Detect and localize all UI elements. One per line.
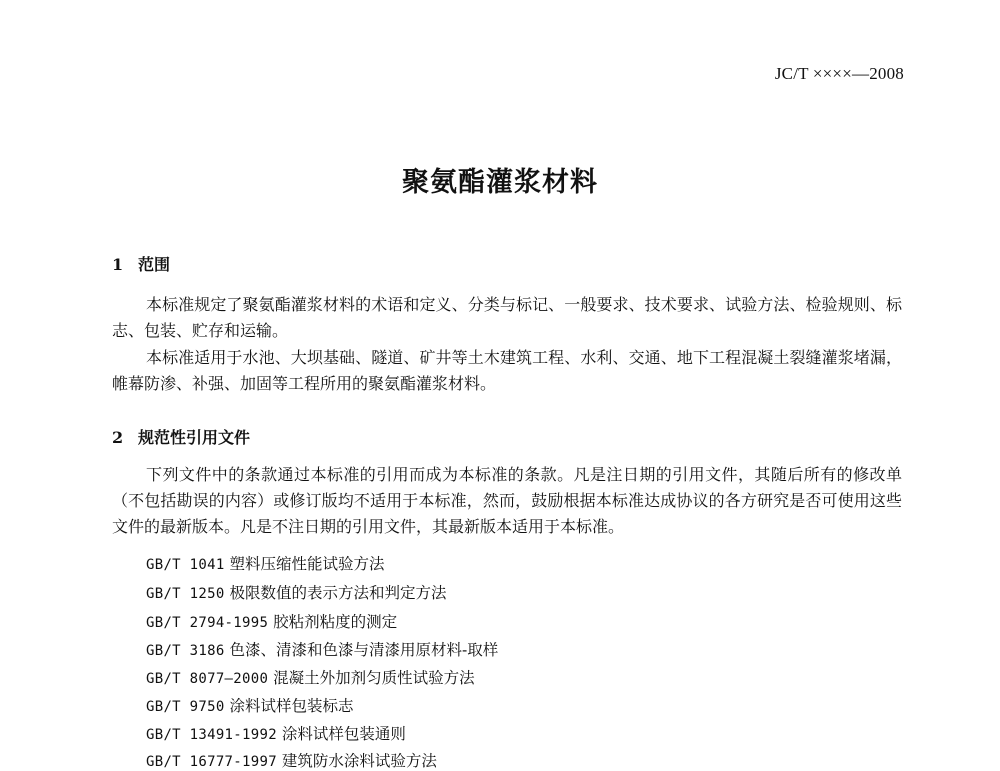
- reference-code: GB/T 2794-1995: [146, 615, 269, 631]
- reference-code: GB/T 8077—2000: [146, 671, 269, 687]
- reference-title: 胶粘剂粘度的测定: [273, 613, 398, 631]
- section-number: 1: [112, 255, 124, 274]
- reference-code: GB/T 13491-1992: [146, 727, 277, 743]
- reference-item: [146, 610, 397, 632]
- reference-code: GB/T 9750: [146, 699, 225, 715]
- reference-item: [146, 722, 406, 744]
- section-1-heading: [112, 252, 170, 275]
- section-1-paragraph-2: 本标准适用于水池、大坝基础、隧道、矿井等土木建筑工程、水利、交通、地下工程混凝土裂缝灌浆堵漏，帷幕防渗、补强、加固等工程所用的聚氨酯灌浆材料。: [112, 348, 902, 393]
- reference-title: 涂料试样包装通则: [281, 725, 406, 743]
- section-title: 范围: [138, 255, 171, 274]
- reference-item: [146, 749, 437, 771]
- reference-code: GB/T 1041: [146, 557, 225, 573]
- reference-code: GB/T 16777-1997: [146, 754, 277, 770]
- reference-title: 色漆、清漆和色漆与清漆用原材料-取样: [229, 641, 499, 659]
- reference-title: 塑料压缩性能试验方法: [229, 555, 385, 573]
- reference-title: 混凝土外加剂匀质性试验方法: [273, 669, 475, 687]
- section-2-paragraph-1: 下列文件中的条款通过本标准的引用而成为本标准的条款。凡是注日期的引用文件，其随后所有的修改单（不包括勘误的内容）或修订版均不适用于本标准，然而，鼓励根据本标准达成协议的各方研究是否可使用这些文件的最新版本。凡是不注日期的引用文件，其最新版本适用于本标准。: [112, 465, 902, 536]
- reference-title: 极限数值的表示方法和判定方法: [229, 584, 447, 602]
- reference-code: GB/T 1250: [146, 586, 225, 602]
- section-2-heading: [112, 425, 250, 448]
- section-1-paragraph-1: 本标准规定了聚氨酯灌浆材料的术语和定义、分类与标记、一般要求、技术要求、试验方法、检验规则、标志、包装、贮存和运输。: [112, 295, 902, 340]
- section-number: 2: [112, 428, 124, 447]
- reference-item: [146, 694, 354, 716]
- reference-item: [146, 666, 475, 688]
- reference-item: [146, 638, 498, 660]
- section-title: 规范性引用文件: [138, 428, 251, 447]
- reference-title: 涂料试样包装标志: [229, 697, 354, 715]
- document-title: 聚氨酯灌浆材料: [402, 167, 598, 198]
- reference-code: GB/T 3186: [146, 643, 225, 659]
- standard-code: JC/T ××××—2008: [774, 64, 904, 83]
- reference-title: 建筑防水涂料试验方法: [281, 752, 437, 770]
- reference-item: [146, 581, 447, 603]
- reference-item: [146, 552, 385, 574]
